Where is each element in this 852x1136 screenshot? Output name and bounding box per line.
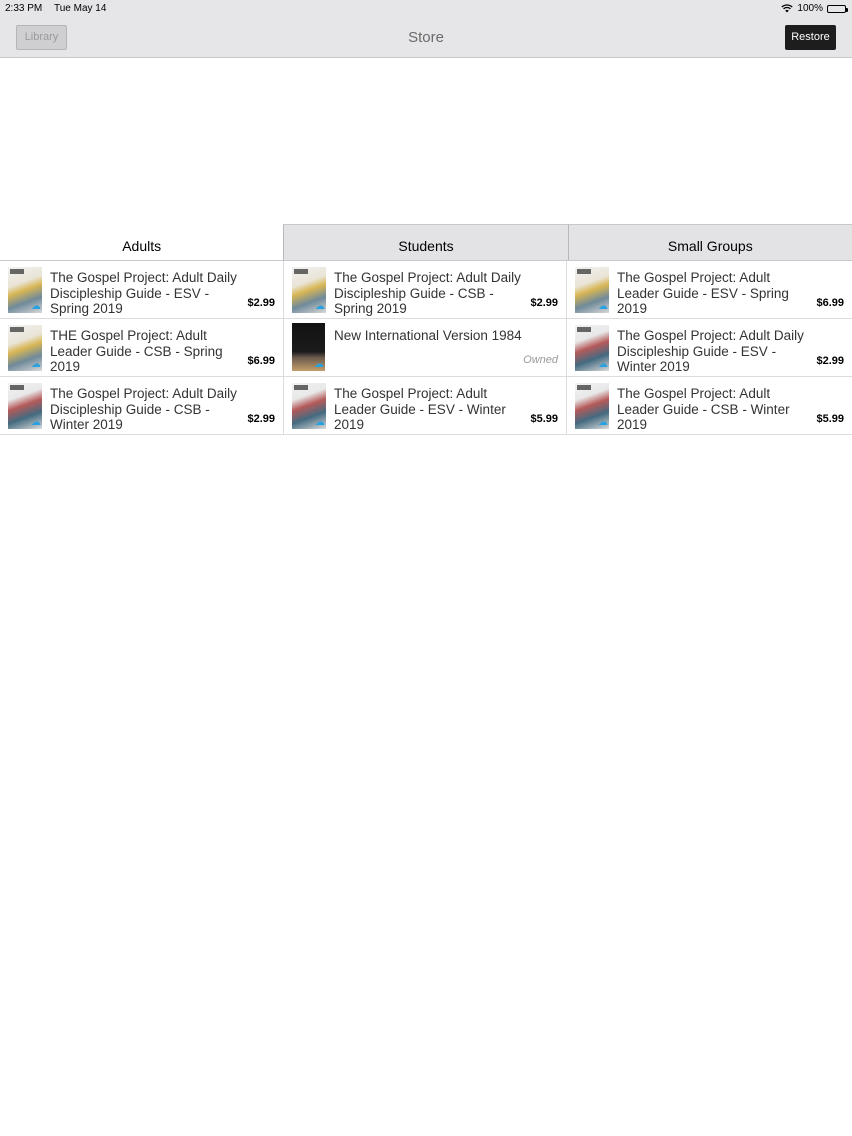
book-cover-icon [8,267,42,313]
book-cover-icon [8,325,42,371]
wifi-icon [781,4,793,13]
item-price: $2.99 [247,297,275,309]
item-title: New International Version 1984 [334,328,522,343]
cloud-download-icon: ☁ [598,301,608,312]
cloud-download-icon: ☁ [31,301,41,312]
cloud-download-icon: ☁ [31,359,41,370]
book-cover-icon [575,325,609,371]
item-title: The Gospel Project: Adult Leader Guide - ESV - Spring 2019 [617,270,789,316]
battery-icon [827,5,846,13]
page-title: Store [408,29,444,46]
item-price: $6.99 [247,355,275,367]
item-price: $2.99 [530,297,558,309]
cloud-download-icon: ☁ [315,301,325,312]
store-item[interactable] [0,319,284,377]
cloud-download-icon: ☁ [31,417,41,428]
status-time: 2:33 PM [5,3,43,14]
store-item[interactable] [0,261,284,319]
store-item[interactable] [284,377,567,435]
book-cover-icon [292,267,326,313]
tab-small-groups[interactable]: Small Groups [568,224,852,260]
item-title: The Gospel Project: Adult Daily Discipleship Guide - ESV - Spring 2019 [50,270,237,316]
store-item[interactable] [567,377,852,435]
book-cover-icon [575,267,609,313]
restore-button[interactable]: Restore [785,25,836,50]
item-price: $2.99 [816,355,844,367]
book-cover-icon [292,383,326,429]
status-bar [0,0,852,17]
cloud-download-icon: ☁ [598,417,608,428]
item-title: The Gospel Project: Adult Leader Guide - CSB - Winter 2019 [617,386,790,432]
item-price: $6.99 [816,297,844,309]
cloud-download-icon: ☁ [598,359,608,370]
item-title: The Gospel Project: Adult Daily Discipleship Guide - CSB - Spring 2019 [334,270,521,316]
item-title: The Gospel Project: Adult Leader Guide - ESV - Winter 2019 [334,386,506,432]
tab-adults[interactable]: Adults [0,224,283,260]
store-item[interactable] [567,261,852,319]
item-price: $5.99 [816,413,844,425]
status-date: Tue May 14 [54,3,107,14]
book-cover-icon [292,323,325,371]
book-cover-icon [575,383,609,429]
item-price: $2.99 [247,413,275,425]
navigation-bar [0,0,852,58]
item-title: THE Gospel Project: Adult Leader Guide - CSB - Spring 2019 [50,328,223,374]
item-title: The Gospel Project: Adult Daily Discipleship Guide - ESV - Winter 2019 [617,328,804,374]
store-item[interactable] [284,319,567,377]
library-button[interactable]: Library [16,25,67,50]
item-title: The Gospel Project: Adult Daily Discipleship Guide - CSB - Winter 2019 [50,386,237,432]
book-cover-icon [8,383,42,429]
cloud-download-icon: ☁ [315,417,325,428]
store-item[interactable] [284,261,567,319]
tab-students[interactable]: Students [283,224,567,260]
item-price: $5.99 [530,413,558,425]
store-item[interactable] [567,319,852,377]
store-grid [0,261,852,435]
owned-label: Owned [523,354,558,366]
store-item[interactable] [0,377,284,435]
battery-percentage: 100% [797,3,823,14]
category-tabs [0,224,852,261]
cloud-download-icon: ☁ [314,359,324,370]
